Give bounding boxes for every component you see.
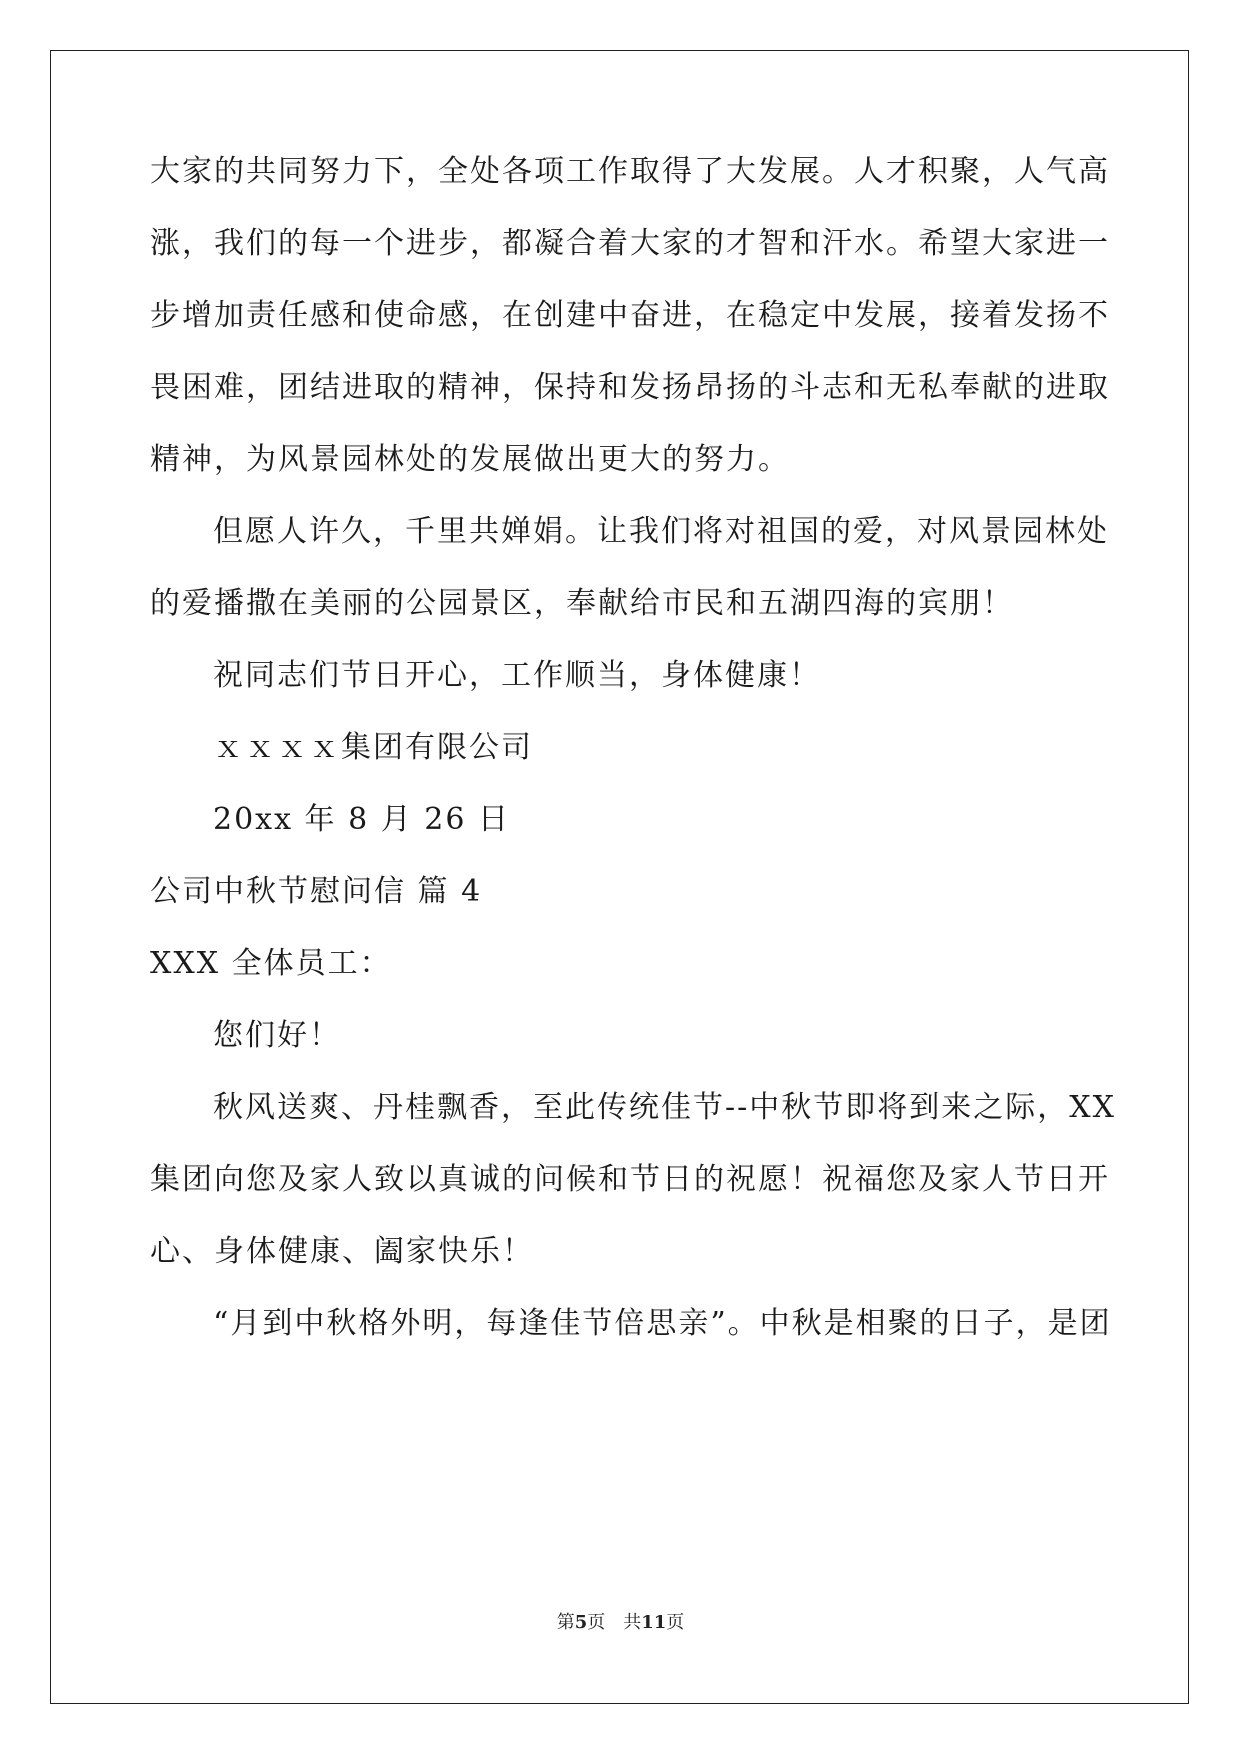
body-line-9: 秋风送爽、丹桂飘香，至此传统佳节--中秋节即将到来之际，XX [213, 1090, 1116, 1125]
footer-page-number: 5 [574, 1612, 588, 1633]
salutation: XXX 全体员工： [150, 946, 392, 981]
signature-company: ｘｘｘｘ集团有限公司 [213, 730, 533, 765]
body-line-8: 祝同志们节日开心，工作顺当，身体健康！ [213, 658, 821, 693]
footer-prefix: 第 [556, 1612, 575, 1633]
footer-suffix: 页 [666, 1612, 685, 1633]
footer-total-pages: 11 [641, 1612, 667, 1633]
body-line-12: “月到中秋格外明，每逢佳节倍思亲”。中秋是相聚的日子，是团 [213, 1306, 1112, 1341]
footer-middle: 页 共 [587, 1612, 642, 1633]
body-line-11: 心、身体健康、阖家快乐！ [150, 1234, 534, 1269]
body-line-7: 的爱播撒在美丽的公园景区，奉献给市民和五湖四海的宾朋！ [150, 586, 1014, 621]
greeting: 您们好！ [213, 1018, 341, 1053]
body-line-2: 涨，我们的每一个进步，都凝合着大家的才智和汗水。希望大家进一 [150, 226, 1110, 261]
body-line-10: 集团向您及家人致以真诚的问候和节日的祝愿！祝福您及家人节日开 [150, 1162, 1110, 1197]
signature-date: 20xx 年 8 月 26 日 [213, 802, 510, 837]
body-line-1: 大家的共同努力下，全处各项工作取得了大发展。人才积聚，人气高 [150, 154, 1110, 189]
body-line-5: 精神，为风景园林处的发展做出更大的努力。 [150, 442, 790, 477]
section-heading: 公司中秋节慰问信 篇 4 [150, 874, 483, 909]
page-footer [0, 1608, 1241, 1634]
body-line-4: 畏困难，团结进取的精神，保持和发扬昂扬的斗志和无私奉献的进取 [150, 370, 1110, 405]
body-line-3: 步增加责任感和使命感，在创建中奋进，在稳定中发展，接着发扬不 [150, 298, 1110, 333]
body-line-6: 但愿人许久，千里共婵娟。让我们将对祖国的爱，对风景园林处 [213, 514, 1109, 549]
